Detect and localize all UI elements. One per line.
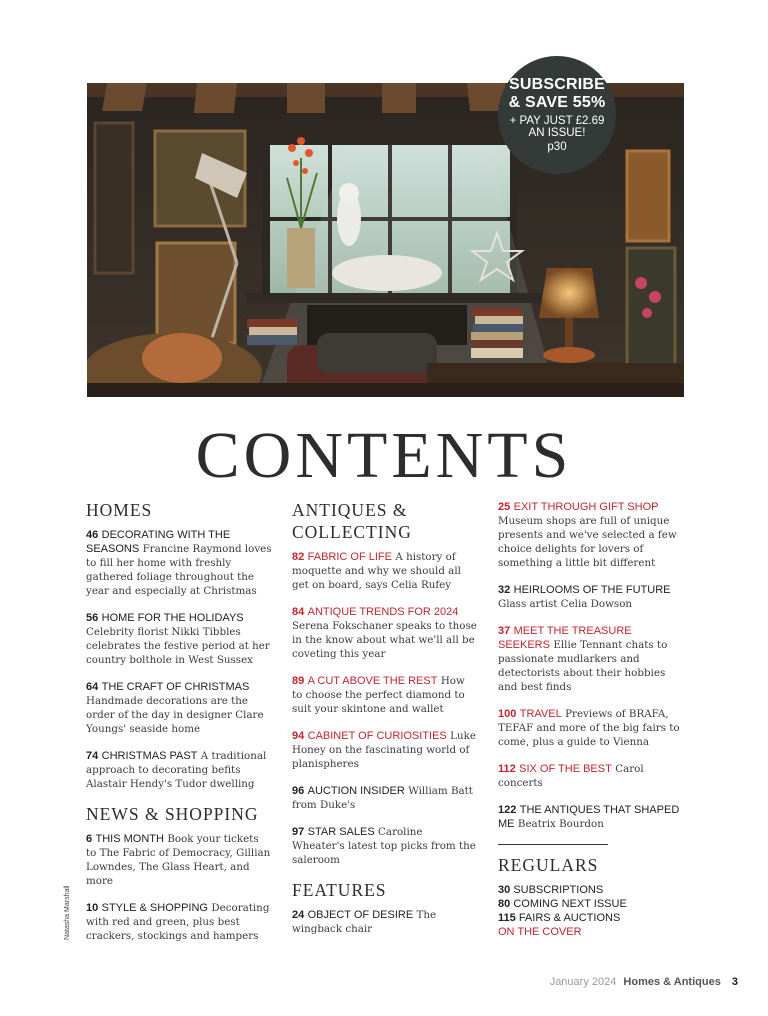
- entry-page-number: 6: [86, 832, 93, 845]
- entry-page-number: 46: [86, 528, 99, 541]
- section-heading-antiques: ANTIQUES & COLLECTING: [292, 500, 412, 542]
- entry-title: FABRIC OF LIFE: [307, 550, 392, 563]
- entry-description: William Batt from Duke's: [292, 784, 473, 811]
- contents-entry[interactable]: [86, 528, 272, 598]
- contents-entry[interactable]: [86, 680, 272, 736]
- column-antiques-features: [292, 500, 478, 949]
- regulars-item[interactable]: [498, 911, 684, 925]
- entry-title: THE ANTIQUES THAT SHAPED ME: [498, 804, 680, 830]
- entry-description: A history of moquette and why we should all get on board, says Celia Rufey: [292, 550, 461, 591]
- contents-entry-cover[interactable]: [498, 500, 684, 570]
- entry-page-number: 10: [86, 901, 99, 914]
- contents-entry[interactable]: [86, 901, 272, 943]
- contents-entry[interactable]: [292, 908, 478, 936]
- subscribe-line-4: AN ISSUE!: [528, 127, 586, 140]
- contents-entry[interactable]: [498, 583, 684, 611]
- regulars-item[interactable]: [498, 897, 684, 911]
- page-title: CONTENTS: [195, 419, 573, 492]
- photo-credit: Natasha Marshall: [64, 885, 71, 940]
- subscribe-line-2: & SAVE 55%: [508, 94, 606, 112]
- section-heading-regulars: REGULARS: [498, 855, 599, 875]
- entry-description: Previews of BRAFA, TEFAF and more of the big fairs to come, plus a guide to Vienna: [498, 708, 680, 748]
- entry-description: Museum shops are full of unique presents and we've selected a few choice delights for lovers of something a little bit different: [498, 515, 677, 569]
- entry-title: HEIRLOOMS OF THE FUTURE: [513, 584, 671, 596]
- page-footer: [550, 976, 738, 988]
- entry-description: How to choose the perfect diamond to suit your skintone and wallet: [292, 674, 465, 715]
- entry-description: Decorating with red and green, plus best crackers, stockings and hampers: [86, 901, 270, 942]
- entry-page-number: 24: [292, 908, 305, 921]
- regulars-title: COMING NEXT ISSUE: [513, 897, 627, 910]
- page-number: 3: [731, 976, 738, 988]
- section-heading-features: FEATURES: [292, 879, 387, 900]
- entry-description: Carol concerts: [498, 763, 644, 789]
- entry-page-number: 89: [292, 674, 305, 687]
- entry-title: DECORATING WITH THE SEASONS: [86, 528, 231, 555]
- entry-description: Serena Fokschaner speaks to those in the know about what we'll all be coveting this year: [292, 619, 477, 660]
- subscribe-line-3: + PAY JUST £2.69: [509, 114, 605, 127]
- contents-entry[interactable]: [292, 825, 478, 867]
- entry-page-number: 100: [498, 708, 517, 720]
- entry-page-number: 112: [498, 763, 516, 775]
- entry-title: STYLE & SHOPPING: [101, 901, 208, 914]
- contents-entry-cover[interactable]: [498, 624, 684, 694]
- entry-page-number: 25: [498, 501, 511, 513]
- entry-title: CABINET OF CURIOSITIES: [307, 729, 447, 742]
- entry-description: Ellie Tennant chats to passionate mudlarkers and detectorists about their hobbies and best finds: [498, 639, 668, 693]
- column-homes-news: [86, 500, 272, 956]
- entry-page-number: 64: [86, 680, 99, 693]
- entry-title: THE CRAFT OF CHRISTMAS: [101, 680, 250, 693]
- entry-title: HOME FOR THE HOLIDAYS: [101, 611, 244, 624]
- entry-title: MEET THE TREASURE SEEKERS: [498, 625, 632, 651]
- regulars-item[interactable]: [498, 883, 684, 897]
- regulars-title: FAIRS & AUCTIONS: [518, 911, 621, 924]
- entry-title: THIS MONTH: [95, 832, 164, 845]
- section-heading-homes: HOMES: [86, 500, 153, 520]
- magazine-name: Homes & Antiques: [623, 976, 721, 988]
- regulars-page-number: 80: [498, 897, 511, 910]
- column-features-regulars: [498, 500, 684, 939]
- entry-title: OBJECT OF DESIRE: [307, 908, 414, 921]
- entry-description: Caroline Wheater's latest top picks from the saleroom: [292, 825, 476, 866]
- entry-description: Luke Honey on the fascinating world of planispheres: [292, 729, 476, 770]
- entry-title: A CUT ABOVE THE REST: [307, 674, 438, 687]
- entry-title: CHRISTMAS PAST: [101, 749, 198, 762]
- entry-page-number: 32: [498, 584, 511, 596]
- entry-title: ANTIQUE TRENDS FOR 2024: [307, 605, 459, 618]
- entry-title: EXIT THROUGH GIFT SHOP: [513, 501, 659, 513]
- entry-page-number: 97: [292, 825, 305, 838]
- entry-description: A traditional approach to decorating befits Alastair Hendy's Tudor dwelling: [86, 749, 267, 790]
- entry-title: TRAVEL: [519, 708, 562, 720]
- entry-title: STAR SALES: [307, 825, 375, 838]
- entry-description: Handmade decorations are the order of the day in designer Clare Youngs' seaside home: [86, 694, 264, 735]
- entry-page-number: 37: [498, 625, 511, 637]
- contents-entry[interactable]: [86, 611, 272, 667]
- contents-entry[interactable]: [86, 832, 272, 888]
- contents-entry-cover[interactable]: [498, 707, 684, 749]
- entry-page-number: 74: [86, 749, 99, 762]
- entry-page-number: 96: [292, 784, 305, 797]
- entry-page-number: 56: [86, 611, 99, 624]
- on-the-cover-label: ON THE COVER: [498, 925, 582, 938]
- contents-entry[interactable]: [498, 803, 684, 831]
- contents-entry-cover[interactable]: [498, 762, 684, 790]
- issue-date: January 2024: [549, 976, 617, 988]
- contents-entry[interactable]: [86, 749, 272, 791]
- entry-description: Glass artist Celia Dowson: [498, 598, 633, 610]
- contents-entry[interactable]: [292, 784, 478, 812]
- regulars-title: SUBSCRIPTIONS: [513, 883, 604, 896]
- entry-description: Francine Raymond loves to fill her home with freshly gathered foliage throughout the year and especially at Christmas: [86, 542, 272, 597]
- entry-page-number: 82: [292, 550, 305, 563]
- regulars-page-number: 115: [498, 911, 516, 924]
- regulars-page-number: 30: [498, 883, 511, 896]
- entry-description: Celebrity florist Nikki Tibbles celebrates the festive period at her country bolthole in West Sussex: [86, 625, 270, 666]
- contents-entry-cover[interactable]: [292, 605, 478, 661]
- entry-description: Beatrix Bourdon: [517, 818, 604, 830]
- entry-page-number: 122: [498, 804, 517, 816]
- contents-entry-cover[interactable]: [292, 550, 478, 592]
- subscribe-page-ref: p30: [547, 140, 567, 153]
- entry-description: Book your tickets to The Fabric of Democracy, Gillian Lowndes, The Glass Heart, and more: [86, 832, 271, 887]
- entry-page-number: 94: [292, 729, 305, 742]
- contents-entry-cover[interactable]: [292, 674, 478, 716]
- entry-title: AUCTION INSIDER: [307, 784, 405, 797]
- section-divider: [498, 844, 608, 845]
- entry-description: The wingback chair: [292, 908, 437, 935]
- entry-page-number: 84: [292, 605, 305, 618]
- subscribe-line-1: SUBSCRIBE: [508, 76, 606, 94]
- entry-title: SIX OF THE BEST: [519, 763, 612, 775]
- contents-entry-cover[interactable]: [292, 729, 478, 771]
- section-heading-news: NEWS & SHOPPING: [86, 803, 259, 824]
- subscribe-badge[interactable]: [498, 56, 616, 174]
